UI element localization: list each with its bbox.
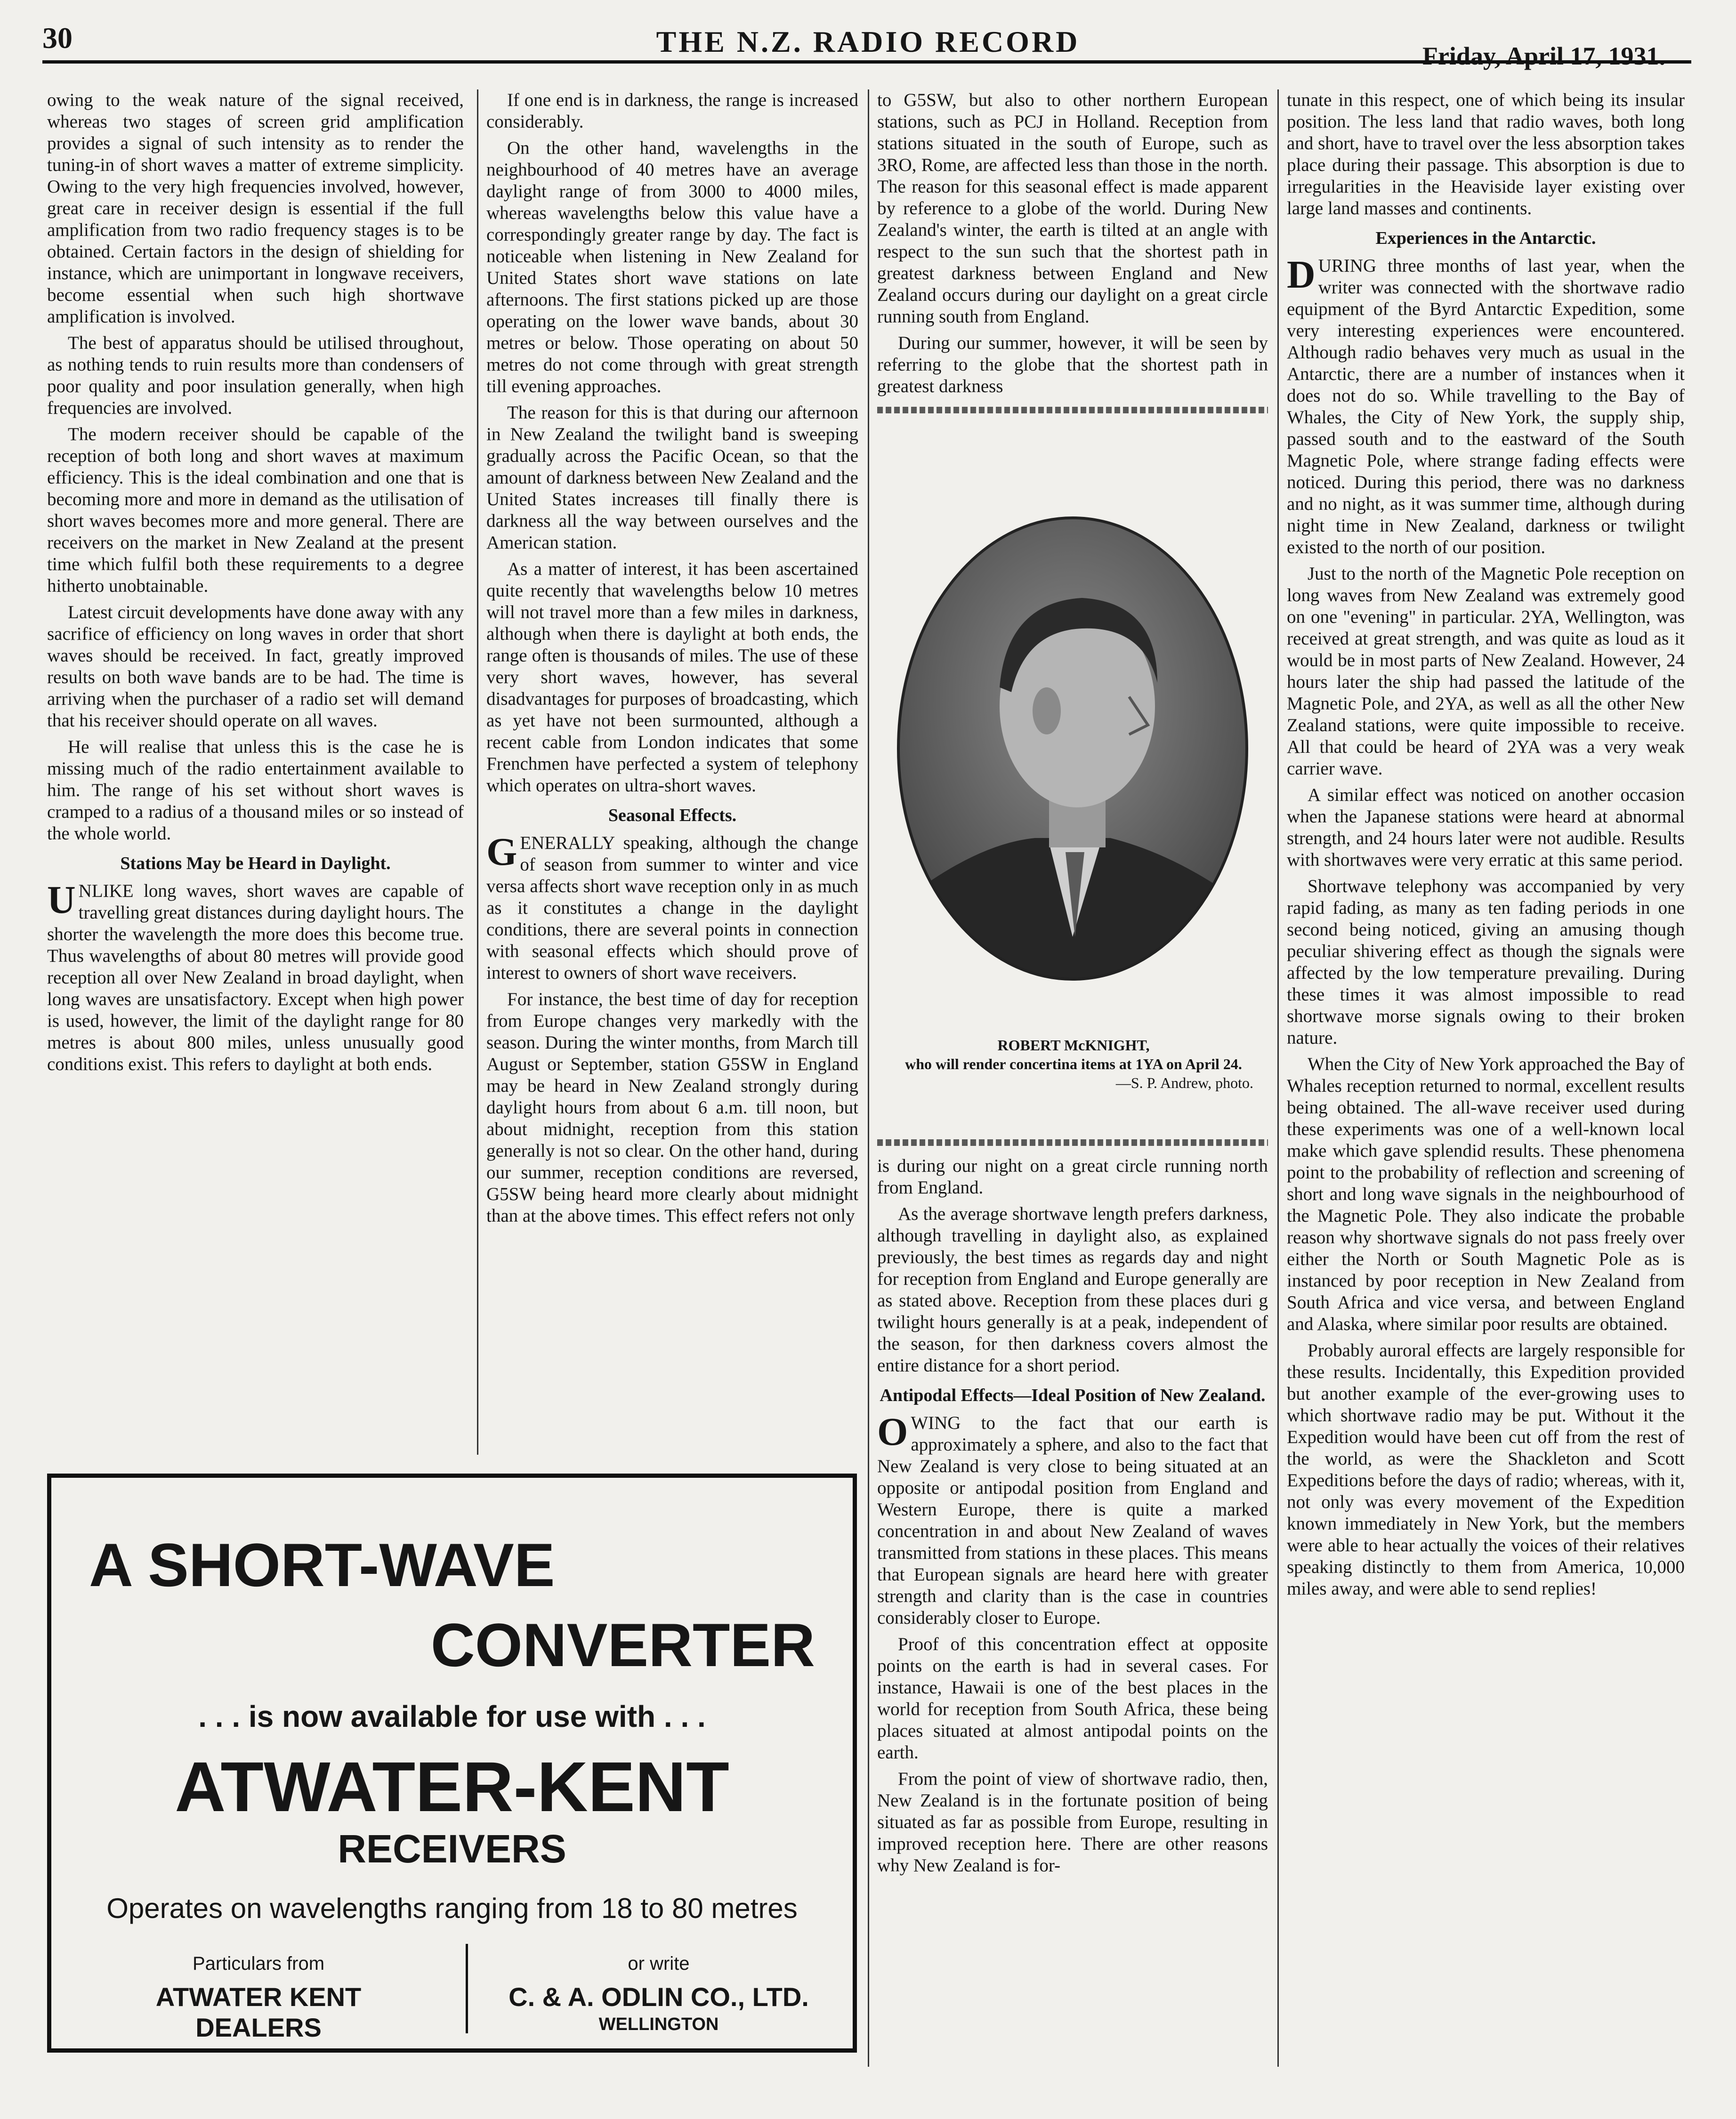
drop-cap: D	[1287, 253, 1316, 297]
paragraph: If one end is in darkness, the range is increased considerably.	[486, 90, 858, 132]
drop-cap: G	[486, 830, 517, 874]
portrait-block	[875, 513, 1272, 1091]
portrait-photo	[894, 513, 1252, 984]
column-rule	[477, 89, 478, 1455]
paragraph: Latest circuit developments have done away with any sacrifice of efficiency on long waves in order that short waves should be received. In fact, greatly improved results on both wave bands are to be had. The time is arriving when the purchaser of a radio set will demand that his receiver should operate on all waves.	[47, 602, 464, 731]
paragraph: A similar effect was noticed on another occasion when the Japanese stations were heard at abnormal strength, and 24 hours later were not audible. Results with shortwaves were very erratic at this same period.	[1287, 785, 1685, 870]
paragraph: He will realise that unless this is the case he is missing much of the radio entertainment available to him. The range of his set without short waves is cramped to a radius of a thousand miles or so instead of the whole world.	[47, 737, 464, 844]
caption-name: ROBERT McKNIGHT,	[997, 1037, 1150, 1054]
column-rule	[868, 89, 869, 2067]
ad-receivers: RECEIVERS	[338, 1827, 566, 1871]
section-heading: Seasonal Effects.	[608, 806, 737, 825]
paragraph: From the point of view of shortwave radio, then, New Zealand is in the fortunate position of being situated as far as possible from Europe, resulting in improved reception here. There are other reasons why New Zealand is for-	[877, 1769, 1268, 1876]
section-heading: Experiences in the Antarctic.	[1375, 228, 1596, 248]
header-rule	[42, 60, 1691, 64]
ad-headline-2: CONVERTER	[430, 1611, 815, 1679]
paragraph	[47, 880, 464, 1075]
paragraph-text: ENERALLY speaking, although the change of season from summer to winter and vice versa affects short wave reception only in as much as it constitutes a change in the daylight conditions, there are several points in connection with seasonal effects which should prove of interest to owners of short wave receivers.	[486, 833, 858, 983]
article-column-3-top	[877, 89, 1268, 423]
wavy-rule	[877, 407, 1268, 413]
ad-left-main: ATWATER KENT DEALERS	[155, 1982, 362, 2042]
paragraph: As the average shortwave length prefers darkness, although travelling in daylight also, as explained previously, the best times as regards day and night for reception from England and Europe generally are as stated above. Reception from these places duri g twilight hours generally is at a peak, independent of the season, for then darkness covers almost the entire distance for a short period.	[877, 1204, 1268, 1376]
article-column-4	[1287, 89, 1685, 1604]
paragraph: When the City of New York approached the Bay of Whales reception returned to normal, excellent results being obtained. The all-wave receiver used during these experiments was one of a well-known local make which gave splendid results. These phenomena point to the probability of reflection and screening of short and long wave signals in the neighbourhood of the Magnetic Pole. They also indicate the probable reason why shortwave signals do not pass freely over either the North or South Magnetic Pole as is instanced by poor reception in New Zealand from South Africa and vice versa, and between England and Alaska, where similar poor results are obtained.	[1287, 1054, 1685, 1334]
paragraph-text: NLIKE long waves, short waves are capable of travelling great distances during daylight hours. The shorter the wavelength the more does this become true. Thus wavelengths of about 80 metres will provide good reception all over New Zealand in broad daylight, when long waves are unsatisfactory. Except when high power is used, however, the limit of the daylight range for 80 metres is about 800 miles, unless unusually good conditions exist. This refers to daylight at both ends.	[47, 881, 464, 1074]
paragraph: During our summer, however, it will be seen by referring to the globe that the shortest path in greatest darkness	[877, 333, 1268, 396]
portrait-caption	[875, 1036, 1272, 1092]
masthead-title: THE N.Z. RADIO RECORD	[656, 25, 1080, 58]
section-heading: Antipodal Effects—Ideal Position of New Zealand.	[880, 1386, 1266, 1405]
drop-cap: U	[47, 878, 76, 922]
paragraph: tunate in this respect, one of which being its insular position. The less land that radio waves, both long and short, have to travel over the less absorption takes place during their passage. This absorption is due to irregularities in the Heaviside layer existing over large land masses and continents.	[1287, 90, 1685, 218]
paragraph: The best of apparatus should be utilised throughout, as nothing tends to ruin results more than condensers of poor quality and poor insulation generally, when high frequencies are involved.	[47, 333, 464, 418]
article-column-1	[47, 89, 464, 1080]
article-column-3-bottom	[877, 1139, 1268, 1881]
paragraph: Probably auroral effects are largely responsible for these results. Incidentally, this Expedition provided but another example of the ever-growing uses to which shortwave radio may be put. Without it the Expedition would have been cut off from the rest of the world, as were the Shackleton and Scott Expeditions before the days of radio; whereas, with it, not only was every movement of the Expedition known immediately in New York, but the members were able to hear actually the voices of their relatives speaking distinctly to them from America, 10,000 miles away, and were able to send replies!	[1287, 1340, 1685, 1599]
ad-tagline: . . . is now available for use with . . .	[198, 1700, 706, 1733]
paragraph: The modern receiver should be capable of the reception of both long and short waves at maximum efficiency. This is the ideal combination and one that is becoming more and more in demand as the utilisation of short waves becomes more and more general. There are receivers on the market in New Zealand at the present time which fulfil both these requirements to a degree hitherto unobtainable.	[47, 424, 464, 596]
drop-cap: O	[877, 1410, 908, 1454]
ad-left-sub: Particulars from	[192, 1953, 325, 1974]
paragraph: For instance, the best time of day for reception from Europe changes very markedly with the season. During the winter months, from March till August or September, station G5SW in England may be heard in New Zealand strongly during daylight hours from about 6 a.m. till noon, but about midnight, reception from this station generally is not so clear. On the other hand, during our summer, reception conditions are reversed, G5SW being heard more clearly about midnight than at the above times. This effect refers not only	[486, 989, 858, 1226]
paragraph-text: URING three months of last year, when the writer was connected with the shortwave radio equipment of the Byrd Antarctic Expedition, some very interesting experiences were encountered. Although radio behaves very much as usual in the Antarctic, there are a number of instances when it does not do so. While travelling to the Bay of Whales, the City of New York, the supply ship, passed south and to the eastward of the South Magnetic Pole, where strange fading effects were noticed. During this period, there was no darkness and no night, as it was summer time, although during night time in New Zealand, darkness or twilight existed to the north of our position.	[1287, 256, 1685, 557]
issue-date: Friday, April 17, 1931.	[1422, 42, 1665, 70]
ad-right-city: WELLINGTON	[598, 2014, 719, 2034]
advertisement-box	[47, 1474, 857, 2053]
paragraph: As a matter of interest, it has been ascertained quite recently that wavelengths below 10 metres will not travel more than a few miles in darkness, although when there is daylight at both ends, the range often is thousands of miles. The use of these very short waves, however, has several disadvantages for purposes of broadcasting, which as yet have not been surmounted, although a recent cable from London indicates that some Frenchmen have perfected a system of telephony which operates on ultra-short waves.	[486, 559, 858, 796]
paragraph	[877, 1412, 1268, 1629]
ad-divider	[466, 1944, 468, 2033]
paragraph: owing to the weak nature of the signal received, whereas two stages of screen grid amplification provides a signal of such intensity as to render the tuning-in of short waves a matter of extreme simplicity. Owing to the very high frequencies involved, however, great care in receiver design is essential if the full amplification from two radio frequency stages is to be obtained. Certain factors in the design of shielding for instance, which are unimportant in longwave receivers, become essential when such high shortwave amplification is involved.	[47, 90, 464, 327]
ad-headline-1: A SHORT-WAVE	[89, 1531, 555, 1599]
paragraph	[1287, 255, 1685, 558]
photo-credit: —S. P. Andrew, photo.	[1115, 1074, 1253, 1091]
paragraph-text: WING to the fact that our earth is approximately a sphere, and also to the fact that New Zealand is very close to being situated at an opposite or antipodal position from England and Western Europe, there is quite a marked concentration in and about New Zealand of waves transmitted from stations in these places. This means that European signals are heard here with greater strength and clarity than is the case in countries considerably closer to Europe.	[877, 1413, 1268, 1628]
ad-wavelength-note: Operates on wavelengths ranging from 18 to 80 metres	[106, 1893, 798, 1924]
section-heading: Stations May be Heard in Daylight.	[120, 854, 391, 873]
column-rule	[1277, 89, 1279, 2067]
wavy-rule	[877, 1139, 1268, 1146]
paragraph	[486, 832, 858, 984]
page-number: 30	[42, 21, 73, 55]
paragraph: The reason for this is that during our afternoon in New Zealand the twilight band is sweeping gradually across the Pacific Ocean, so that the amount of darkness between New Zealand and the United States increases till finally there is darkness all the way between ourselves and the American station.	[486, 403, 858, 553]
paragraph: is during our night on a great circle running north from England.	[877, 1156, 1268, 1198]
paragraph: Shortwave telephony was accompanied by very rapid fading, as many as ten fading periods in one second being noticed, giving an amusing though peculiar shivering effect as though the signals were affected by the low temperature prevailing. During these times it was almost impossible to read shortwave morse signals owing to their broken nature.	[1287, 876, 1685, 1048]
paragraph: Proof of this concentration effect at opposite points on the earth is had in several cases. For instance, Hawaii is one of the best places in the world for reception from South Africa, these being places situated at almost antipodal points on the earth.	[877, 1634, 1268, 1763]
paragraph: to G5SW, but also to other northern European stations, such as PCJ in Holland. Reception from stations situated in the south of Europe, such as 3RO, Rome, are affected less than those in the north. The reason for this seasonal effect is made apparent by reference to a globe of the world. During New Zealand's winter, the earth is tilted at an angle with respect to the sun such that the shortest path in greatest darkness between England and New Zealand occurs during our daylight on a great circle running south from England.	[877, 90, 1268, 327]
article-column-2	[486, 89, 858, 1232]
ad-right-main: C. & A. ODLIN CO., LTD.	[509, 1982, 809, 2012]
ad-right-sub: or write	[628, 1953, 690, 1974]
paragraph: On the other hand, wavelengths in the neighbourhood of 40 metres have an average daylight range of from 3000 to 4000 miles, whereas wavelengths below this value have a correspondingly greater range by day. The fact is noticeable when listening in New Zealand for United States short wave stations on late afternoons. The first stations picked up are those operating on the lower wave bands, about 30 metres or below. Those operating on about 50 metres do not come through with great strength till evening approaches.	[486, 138, 858, 396]
ad-brand: ATWATER-KENT	[175, 1747, 729, 1826]
paragraph: Just to the north of the Magnetic Pole reception on long waves from New Zealand was extremely good on one "evening" in particular. 2YA, Wellington, was received at great strength, and was quite as loud as it would be in most parts of New Zealand. However, 24 hours later the ship had passed the latitude of the Magnetic Pole, and 2YA, as well as all the other New Zealand stations, were quite impossible to receive. All that could be heard of 2YA was a very weak carrier wave.	[1287, 564, 1685, 779]
caption-text: who will render concertina items at 1YA on April 24.	[905, 1055, 1242, 1072]
